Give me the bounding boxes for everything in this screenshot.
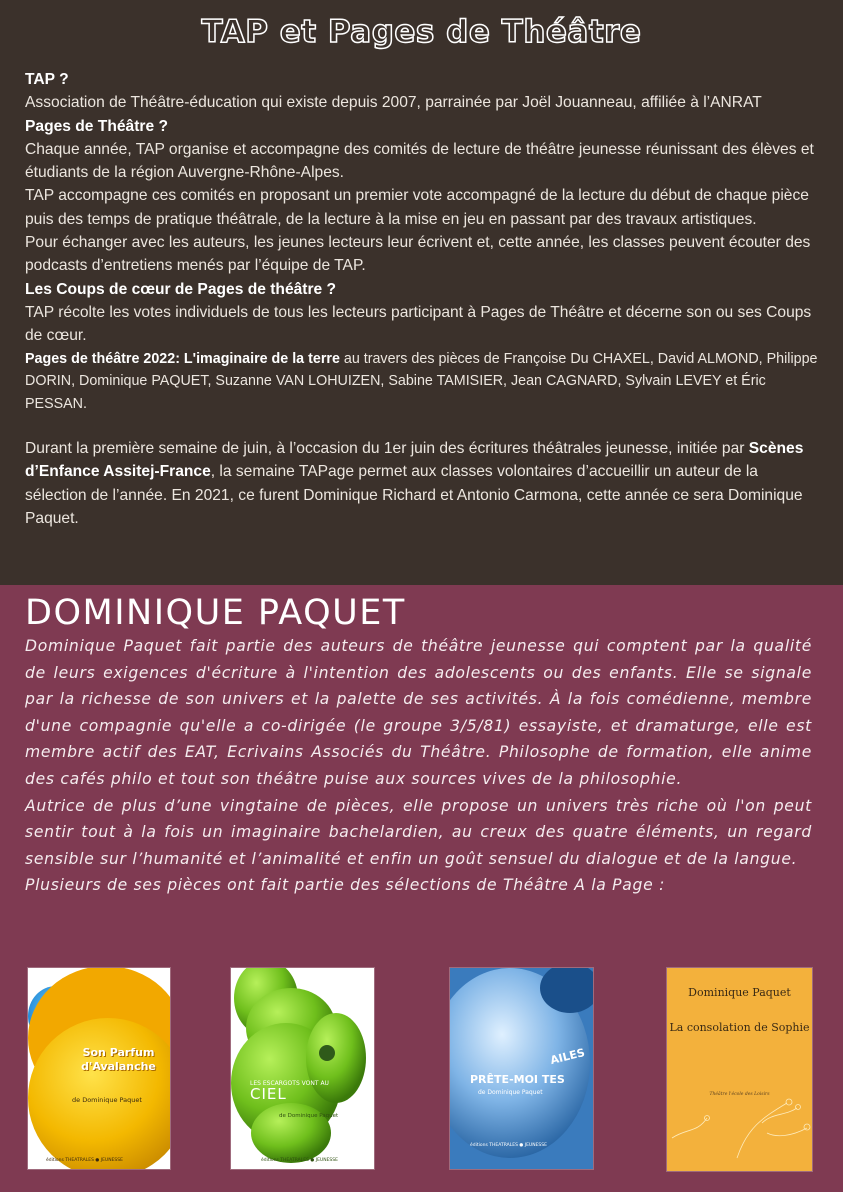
author-name-heading: DOMINIQUE PAQUET bbox=[25, 593, 406, 633]
question-pages-de-theatre: Pages de Théâtre ? bbox=[25, 117, 168, 135]
cover-1-publisher: éditions THEATRALES ● JEUNESSE bbox=[46, 1158, 123, 1163]
cover-4-author: Dominique Paquet bbox=[688, 986, 791, 999]
tapage-week-text-b: , la semaine TAPage permet aux classes volontaires d’accueillir un auteur de la sélection de l’année. En 2021, ce furent Dominique Richard et Antonio Carmona, cette année ce sera Dominique Paquet. bbox=[25, 463, 803, 527]
question-tap: TAP ? bbox=[25, 71, 69, 88]
cover-4-title: La consolation de Sophie bbox=[669, 1021, 810, 1034]
bio-paragraph-1: Dominique Paquet fait partie des auteurs de théâtre jeunesse qui comptent par la qualité de leurs exigences d'écriture à l'intention des adolescents ou des enfants. Elle se signale par la richesse de son univers et la palette de ses activités. À la fois comédienne, membre d'une compagnie qu'elle a co-dirigée (le groupe 3/5/81) essayiste, et dramaturge, elle est membre actif des EAT, Ecrivains Associés du Théâtre. Philosophe de formation, elle anime des cafés philo et tout son théâtre puise aux sources vives de la philosophie. bbox=[25, 637, 812, 788]
answer-coups-de-coeur: TAP récolte les votes individuels de tous les lecteurs participant à Pages de Théâtre et décerne son ou ses Coups de cœur. bbox=[25, 303, 812, 345]
author-bio bbox=[25, 633, 812, 899]
tap-section bbox=[0, 0, 843, 585]
cover-green-balloons-art bbox=[231, 968, 374, 1169]
book-cover-escargots bbox=[231, 968, 374, 1169]
bio-paragraph-2: Autrice de plus d’une vingtaine de pièces, elle propose un univers très riche où l'on peut sentir tout à la fois un imaginaire bachelardien, au creux des quatre éléments, un regard sensible sur l’humanité et l’animalité et enfin un goût sensuel du dialogue et de la langue. bbox=[25, 796, 812, 868]
answer-tap: Association de Théâtre-éducation qui existe depuis 2007, parrainée par Joël Jouanneau, affiliée à l’ANRAT bbox=[25, 94, 762, 112]
author-section bbox=[0, 585, 843, 1192]
book-cover-son-parfum bbox=[28, 968, 170, 1169]
pages-2022-label: Pages de théâtre 2022: L'imaginaire de la terre bbox=[25, 350, 340, 367]
page-title: TAP et Pages de Théâtre bbox=[201, 14, 642, 50]
bio-paragraph-3: Plusieurs de ses pièces ont fait partie des sélections de Théâtre A la Page : bbox=[25, 876, 666, 895]
cover-1-author: de Dominique Paquet bbox=[72, 1096, 142, 1104]
answer-pages-paragraph-2: TAP accompagne ces comités en proposant un premier vote accompagné de la lecture du début de chaque pièce puis des temps de pratique théâtrale, de la lecture à la mise en jeu en passant par des travaux artistiques. bbox=[25, 187, 809, 228]
cover-3-author: de Dominique Paquet bbox=[478, 1089, 543, 1096]
cover-1-title: Son Parfum d'Avalanche bbox=[81, 1046, 156, 1073]
book-cover-prete-moi-tes-ailes bbox=[450, 968, 593, 1169]
cover-2-publisher: éditions THEATRALES ● JEUNESSE bbox=[261, 1158, 338, 1163]
tapage-week-paragraph bbox=[25, 437, 820, 530]
cover-2-title bbox=[250, 1080, 330, 1102]
cover-blue-sky-art bbox=[450, 968, 593, 1169]
answer-pages-paragraph-1: Chaque année, TAP organise et accompagne des comités de lecture de théâtre jeunesse réunissant des élèves et étudiants de la région Auvergne-Rhône-Alpes. bbox=[25, 140, 814, 182]
cover-2-author: de Dominique Paquet bbox=[279, 1113, 339, 1119]
assitej-link: Scènes d’Enfance Assitej-France bbox=[25, 440, 804, 481]
cover-2-title-big: CIEL bbox=[250, 1085, 287, 1103]
cover-4-note: Théâtre l'école des Loisirs bbox=[709, 1092, 770, 1097]
pages-2022-text: au travers des pièces de Françoise Du CHAXEL, David ALMOND, Philippe DORIN, Dominique PAQUET, Suzanne VAN LOHUIZEN, Sabine TAMISIER, Jean CAGNARD, Sylvain LEVEY et Éric PESSAN. bbox=[25, 350, 818, 412]
cover-3-title-ailes: AILES bbox=[548, 1045, 587, 1068]
book-cover-consolation-de-sophie bbox=[667, 968, 812, 1171]
pages-2022-paragraph bbox=[25, 348, 820, 416]
cover-3-publisher: éditions THEATRALES ● JEUNESSE bbox=[470, 1143, 547, 1148]
cover-2-title-small: LES ESCARGOTS VONT AU bbox=[250, 1080, 329, 1087]
answer-pages-paragraph-3: Pour échanger avec les auteurs, les jeunes lecteurs leur écrivent et, cette année, les classes peuvent écouter des podcasts d’entretiens menés par l’équipe de TAP. bbox=[25, 234, 811, 275]
question-coups-de-coeur: Les Coups de cœur de Pages de théâtre ? bbox=[25, 280, 337, 298]
tap-intro-text bbox=[25, 68, 820, 530]
cover-3-title-prete-moi: PRÊTE-MOI TES bbox=[470, 1073, 565, 1086]
tapage-week-text-a: Durant la première semaine de juin, à l’occasion du 1er juin des écritures théâtrales jeunesse, initiée par bbox=[25, 440, 749, 458]
